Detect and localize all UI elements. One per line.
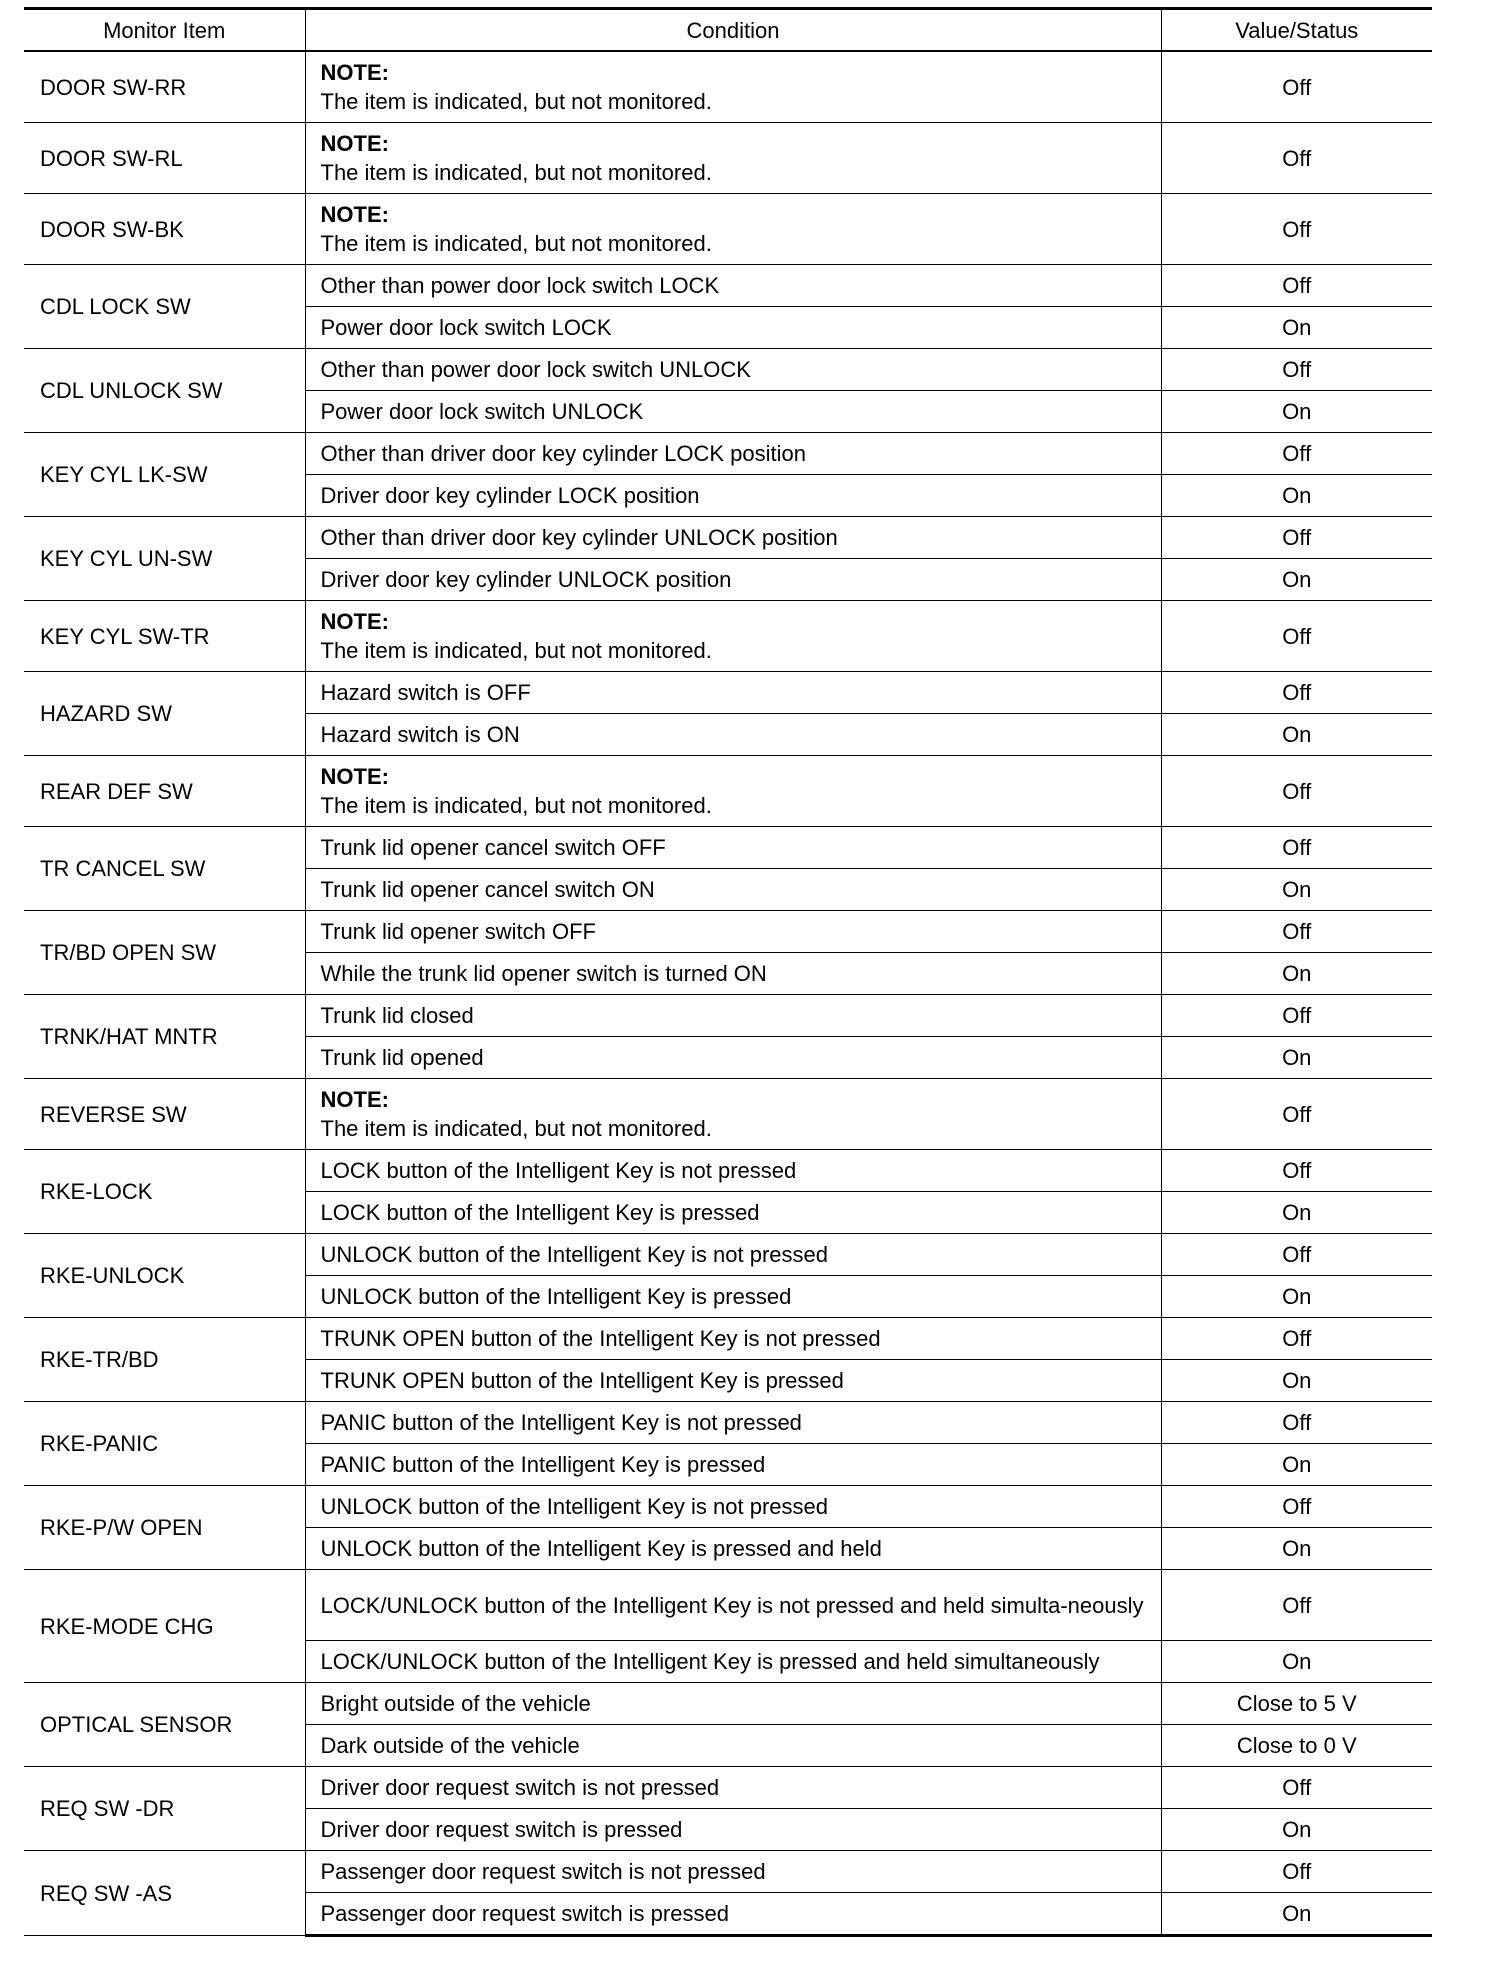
value-status-cell: Close to 0 V xyxy=(1161,1725,1432,1767)
condition-cell: Trunk lid opened xyxy=(305,1037,1161,1079)
value-status-cell: Off xyxy=(1161,995,1432,1037)
condition-cell: UNLOCK button of the Intelligent Key is pressed xyxy=(305,1276,1161,1318)
table-row xyxy=(24,1234,1432,1276)
condition-cell: Power door lock switch UNLOCK xyxy=(305,391,1161,433)
monitor-item-cell: CDL UNLOCK SW xyxy=(24,349,305,433)
condition-cell: While the trunk lid opener switch is turned ON xyxy=(305,953,1161,995)
header-monitor-item: Monitor Item xyxy=(24,9,305,52)
condition-cell: LOCK button of the Intelligent Key is not pressed xyxy=(305,1150,1161,1192)
monitor-item-cell: TRNK/HAT MNTR xyxy=(24,995,305,1079)
monitor-item-cell: REVERSE SW xyxy=(24,1079,305,1150)
monitor-item-cell: DOOR SW-BK xyxy=(24,194,305,265)
value-status-cell: Off xyxy=(1161,265,1432,307)
monitor-item-cell: KEY CYL SW-TR xyxy=(24,601,305,672)
monitor-item-cell: DOOR SW-RR xyxy=(24,51,305,123)
value-status-cell: Off xyxy=(1161,1767,1432,1809)
table-row xyxy=(24,517,1432,559)
note-text: The item is indicated, but not monitored. xyxy=(320,231,712,256)
value-status-cell: Off xyxy=(1161,1150,1432,1192)
table-row xyxy=(24,1486,1432,1528)
table-row xyxy=(24,756,1432,827)
value-status-cell: Off xyxy=(1161,1318,1432,1360)
condition-cell: Other than power door lock switch UNLOCK xyxy=(305,349,1161,391)
condition-cell: PANIC button of the Intelligent Key is not pressed xyxy=(305,1402,1161,1444)
condition-cell: Dark outside of the vehicle xyxy=(305,1725,1161,1767)
monitor-item-table xyxy=(24,7,1432,1937)
table-header xyxy=(24,9,1432,52)
monitor-item-cell: CDL LOCK SW xyxy=(24,265,305,349)
monitor-item-cell: REAR DEF SW xyxy=(24,756,305,827)
condition-cell: Trunk lid opener cancel switch OFF xyxy=(305,827,1161,869)
value-status-cell: Off xyxy=(1161,601,1432,672)
condition-cell: Power door lock switch LOCK xyxy=(305,307,1161,349)
table-row xyxy=(24,265,1432,307)
monitor-item-cell: RKE-MODE CHG xyxy=(24,1570,305,1683)
monitor-item-cell: REQ SW -DR xyxy=(24,1767,305,1851)
note-text: The item is indicated, but not monitored. xyxy=(320,160,712,185)
condition-cell: UNLOCK button of the Intelligent Key is pressed and held xyxy=(305,1528,1161,1570)
value-status-cell: Off xyxy=(1161,194,1432,265)
condition-cell: Bright outside of the vehicle xyxy=(305,1683,1161,1725)
condition-cell: PANIC button of the Intelligent Key is pressed xyxy=(305,1444,1161,1486)
value-status-cell: On xyxy=(1161,953,1432,995)
monitor-item-cell: KEY CYL UN-SW xyxy=(24,517,305,601)
value-status-cell: Off xyxy=(1161,1851,1432,1893)
header-value-status: Value/Status xyxy=(1161,9,1432,52)
value-status-cell: Off xyxy=(1161,827,1432,869)
header-condition: Condition xyxy=(305,9,1161,52)
value-status-cell: On xyxy=(1161,475,1432,517)
condition-cell: LOCK/UNLOCK button of the Intelligent Key is pressed and held simultaneously xyxy=(305,1641,1161,1683)
condition-cell: Driver door request switch is not pressed xyxy=(305,1767,1161,1809)
value-status-cell: On xyxy=(1161,1276,1432,1318)
table-row xyxy=(24,1150,1432,1192)
header-row xyxy=(24,9,1432,52)
monitor-item-cell: RKE-UNLOCK xyxy=(24,1234,305,1318)
value-status-cell: On xyxy=(1161,1528,1432,1570)
condition-cell: TRUNK OPEN button of the Intelligent Key is not pressed xyxy=(305,1318,1161,1360)
value-status-cell: Off xyxy=(1161,51,1432,123)
value-status-cell: Off xyxy=(1161,756,1432,827)
table-row xyxy=(24,601,1432,672)
value-status-cell: On xyxy=(1161,1641,1432,1683)
note-title: NOTE: xyxy=(320,202,389,227)
value-status-cell: On xyxy=(1161,1037,1432,1079)
table-row xyxy=(24,51,1432,123)
condition-cell: Driver door request switch is pressed xyxy=(305,1809,1161,1851)
monitor-item-cell: KEY CYL LK-SW xyxy=(24,433,305,517)
value-status-cell: Off xyxy=(1161,1079,1432,1150)
table-row xyxy=(24,349,1432,391)
value-status-cell: Off xyxy=(1161,1486,1432,1528)
table-row xyxy=(24,433,1432,475)
note-text: The item is indicated, but not monitored. xyxy=(320,638,712,663)
condition-cell: Trunk lid closed xyxy=(305,995,1161,1037)
note-text: The item is indicated, but not monitored. xyxy=(320,793,712,818)
condition-cell: TRUNK OPEN button of the Intelligent Key is pressed xyxy=(305,1360,1161,1402)
document-page xyxy=(24,7,1432,1937)
value-status-cell: On xyxy=(1161,1893,1432,1936)
note-title: NOTE: xyxy=(320,60,389,85)
table-body xyxy=(24,51,1432,1936)
monitor-item-cell: RKE-LOCK xyxy=(24,1150,305,1234)
monitor-item-cell: DOOR SW-RL xyxy=(24,123,305,194)
table-row xyxy=(24,1851,1432,1893)
table-row xyxy=(24,1767,1432,1809)
monitor-item-cell: TR/BD OPEN SW xyxy=(24,911,305,995)
value-status-cell: On xyxy=(1161,391,1432,433)
monitor-item-cell: RKE-P/W OPEN xyxy=(24,1486,305,1570)
monitor-item-cell: RKE-TR/BD xyxy=(24,1318,305,1402)
condition-cell: UNLOCK button of the Intelligent Key is not pressed xyxy=(305,1234,1161,1276)
value-status-cell: On xyxy=(1161,1360,1432,1402)
condition-cell xyxy=(305,194,1161,265)
condition-cell: Trunk lid opener cancel switch ON xyxy=(305,869,1161,911)
note-title: NOTE: xyxy=(320,1087,389,1112)
value-status-cell: Off xyxy=(1161,1570,1432,1641)
condition-cell: Passenger door request switch is pressed xyxy=(305,1893,1161,1936)
condition-cell: UNLOCK button of the Intelligent Key is not pressed xyxy=(305,1486,1161,1528)
value-status-cell: Close to 5 V xyxy=(1161,1683,1432,1725)
value-status-cell: Off xyxy=(1161,911,1432,953)
table-row xyxy=(24,1402,1432,1444)
value-status-cell: Off xyxy=(1161,123,1432,194)
table-row xyxy=(24,1570,1432,1641)
value-status-cell: Off xyxy=(1161,349,1432,391)
monitor-item-cell: REQ SW -AS xyxy=(24,1851,305,1936)
value-status-cell: Off xyxy=(1161,1402,1432,1444)
table-row xyxy=(24,1318,1432,1360)
condition-cell: Other than power door lock switch LOCK xyxy=(305,265,1161,307)
value-status-cell: Off xyxy=(1161,1234,1432,1276)
monitor-item-cell: OPTICAL SENSOR xyxy=(24,1683,305,1767)
value-status-cell: Off xyxy=(1161,672,1432,714)
condition-cell: Other than driver door key cylinder LOCK position xyxy=(305,433,1161,475)
table-row xyxy=(24,1079,1432,1150)
note-title: NOTE: xyxy=(320,609,389,634)
value-status-cell: Off xyxy=(1161,517,1432,559)
condition-cell: Driver door key cylinder UNLOCK position xyxy=(305,559,1161,601)
monitor-item-cell: TR CANCEL SW xyxy=(24,827,305,911)
condition-cell xyxy=(305,756,1161,827)
table-row xyxy=(24,123,1432,194)
table-row xyxy=(24,911,1432,953)
table-row xyxy=(24,672,1432,714)
condition-cell: Other than driver door key cylinder UNLOCK position xyxy=(305,517,1161,559)
table-row xyxy=(24,194,1432,265)
condition-cell xyxy=(305,601,1161,672)
condition-cell xyxy=(305,1079,1161,1150)
condition-cell: Passenger door request switch is not pressed xyxy=(305,1851,1161,1893)
condition-cell: Hazard switch is OFF xyxy=(305,672,1161,714)
value-status-cell: Off xyxy=(1161,433,1432,475)
table-row xyxy=(24,1683,1432,1725)
value-status-cell: On xyxy=(1161,307,1432,349)
value-status-cell: On xyxy=(1161,559,1432,601)
monitor-item-cell: HAZARD SW xyxy=(24,672,305,756)
condition-cell: Trunk lid opener switch OFF xyxy=(305,911,1161,953)
value-status-cell: On xyxy=(1161,1192,1432,1234)
condition-cell xyxy=(305,123,1161,194)
note-text: The item is indicated, but not monitored. xyxy=(320,89,712,114)
note-title: NOTE: xyxy=(320,131,389,156)
condition-cell xyxy=(305,51,1161,123)
condition-cell: Driver door key cylinder LOCK position xyxy=(305,475,1161,517)
value-status-cell: On xyxy=(1161,1444,1432,1486)
value-status-cell: On xyxy=(1161,714,1432,756)
table-row xyxy=(24,827,1432,869)
condition-cell: LOCK/UNLOCK button of the Intelligent Key is not pressed and held simulta-neously xyxy=(305,1570,1161,1641)
note-text: The item is indicated, but not monitored. xyxy=(320,1116,712,1141)
table-row xyxy=(24,995,1432,1037)
monitor-item-cell: RKE-PANIC xyxy=(24,1402,305,1486)
value-status-cell: On xyxy=(1161,1809,1432,1851)
note-title: NOTE: xyxy=(320,764,389,789)
condition-cell: Hazard switch is ON xyxy=(305,714,1161,756)
value-status-cell: On xyxy=(1161,869,1432,911)
condition-cell: LOCK button of the Intelligent Key is pressed xyxy=(305,1192,1161,1234)
